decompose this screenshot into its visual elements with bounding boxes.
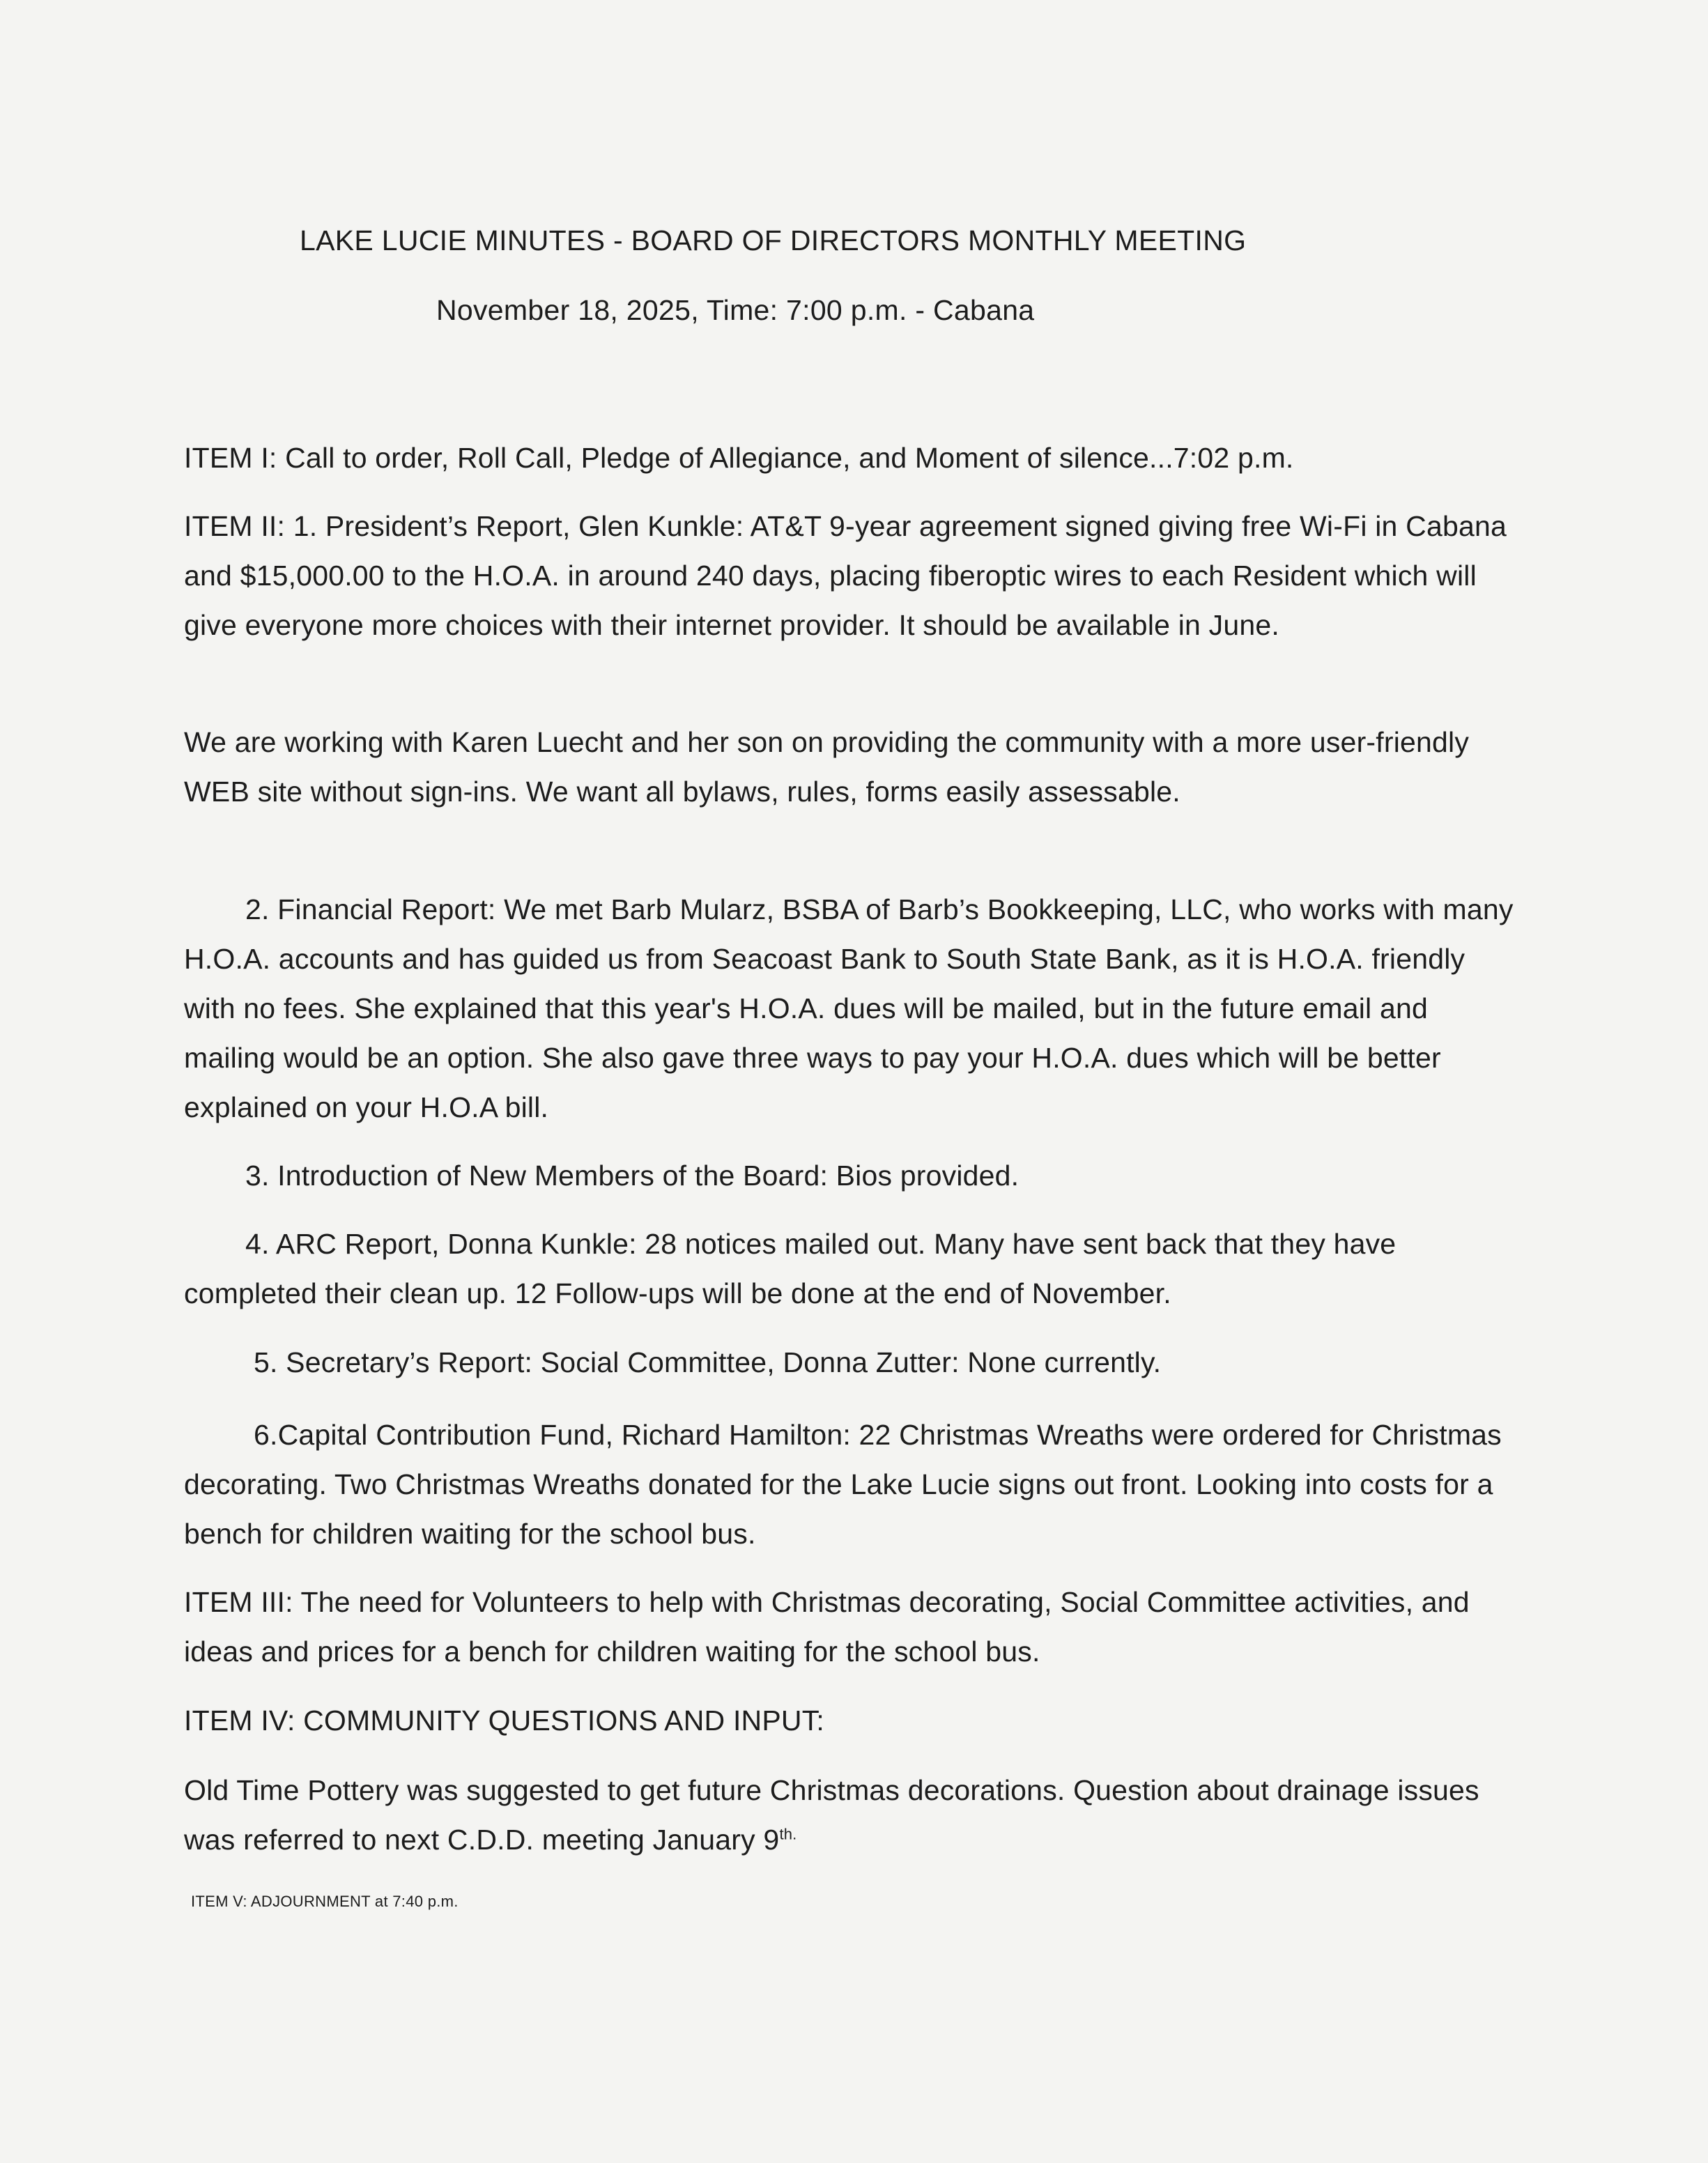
website-paragraph-block bbox=[184, 718, 1494, 817]
financial-report-block bbox=[184, 885, 1522, 1132]
arc-report-block bbox=[184, 1219, 1494, 1318]
item-5-adjournment: ITEM V: ADJOURNMENT at 7:40 p.m. bbox=[191, 1893, 459, 1910]
item-1-call-to-order: ITEM I: Call to order, Roll Call, Pledge of Allegiance, and Moment of silence...7:02 p.m. bbox=[184, 442, 1294, 474]
item-2-presidents-report: ITEM II: 1. President’s Report, Glen Kunkle: AT&T 9-year agreement signed giving free Wi-Fi in Cabana and $15,000.00 to the H.O.A. in around 240 days, placing fiberoptic wires to each Resident which will give everyone more choices with their internet provider. It should be available in June. bbox=[184, 510, 1507, 641]
item-4-community-input bbox=[184, 1766, 1480, 1865]
capital-fund-block bbox=[184, 1410, 1508, 1559]
secretary-report-block bbox=[184, 1338, 1522, 1387]
item-3-volunteers: ITEM III: The need for Volunteers to help with Christmas decorating, Social Committee activities, and ideas and prices for a bench for children waiting for the school bus. bbox=[184, 1586, 1470, 1668]
item-4-heading-block bbox=[184, 1696, 1522, 1746]
financial-report: 2. Financial Report: We met Barb Mularz, BSBA of Barb’s Bookkeeping, LLC, who works with many H.O.A. accounts and has guided us from Seacoast Bank to South State Bank, as it is H.O.A. friendly with no fees. She explained that this year's H.O.A. dues will be mailed, but in the future email and mailing would be an option. She also gave three ways to pay your H.O.A. dues which will be better explained on your H.O.A bill. bbox=[184, 893, 1514, 1123]
item-2-presidents-report-block bbox=[184, 502, 1522, 650]
arc-report: 4. ARC Report, Donna Kunkle: 28 notices mailed out. Many have sent back that they have completed their clean up. 12 Follow-ups will be done at the end of November. bbox=[184, 1228, 1397, 1309]
new-members-introduction: 3. Introduction of New Members of the Board: Bios provided. bbox=[245, 1160, 1020, 1192]
capital-contribution-fund: 6.Capital Contribution Fund, Richard Hamilton: 22 Christmas Wreaths were ordered for Christmas decorating. Two Christmas Wreaths donated for the Lake Lucie signs out front. Looking into costs for a bench for children waiting for the school bus. bbox=[184, 1419, 1502, 1550]
ordinal-suffix: th. bbox=[779, 1825, 797, 1843]
secretary-report: 5. Secretary’s Report: Social Committee, Donna Zutter: None currently. bbox=[254, 1346, 1162, 1378]
new-members-block bbox=[184, 1151, 1522, 1201]
item-4-text: Old Time Pottery was suggested to get future Christmas decorations. Question about drainage issues was referred to next C.D.D. meeting January 9 bbox=[184, 1774, 1479, 1856]
item-4-text-block bbox=[184, 1766, 1480, 1865]
item-1-block bbox=[184, 433, 1522, 483]
website-paragraph: We are working with Karen Luecht and her son on providing the community with a more user-friendly WEB site without sign-ins. We want all bylaws, rules, forms easily assessable. bbox=[184, 726, 1470, 808]
meeting-date-time: November 18, 2025, Time: 7:00 p.m. - Cabana bbox=[436, 294, 1035, 326]
item-3-block bbox=[184, 1578, 1480, 1677]
item-4-heading: ITEM IV: COMMUNITY QUESTIONS AND INPUT: bbox=[184, 1704, 824, 1737]
document-title: LAKE LUCIE MINUTES - BOARD OF DIRECTORS MONTHLY MEETING bbox=[300, 224, 1247, 256]
